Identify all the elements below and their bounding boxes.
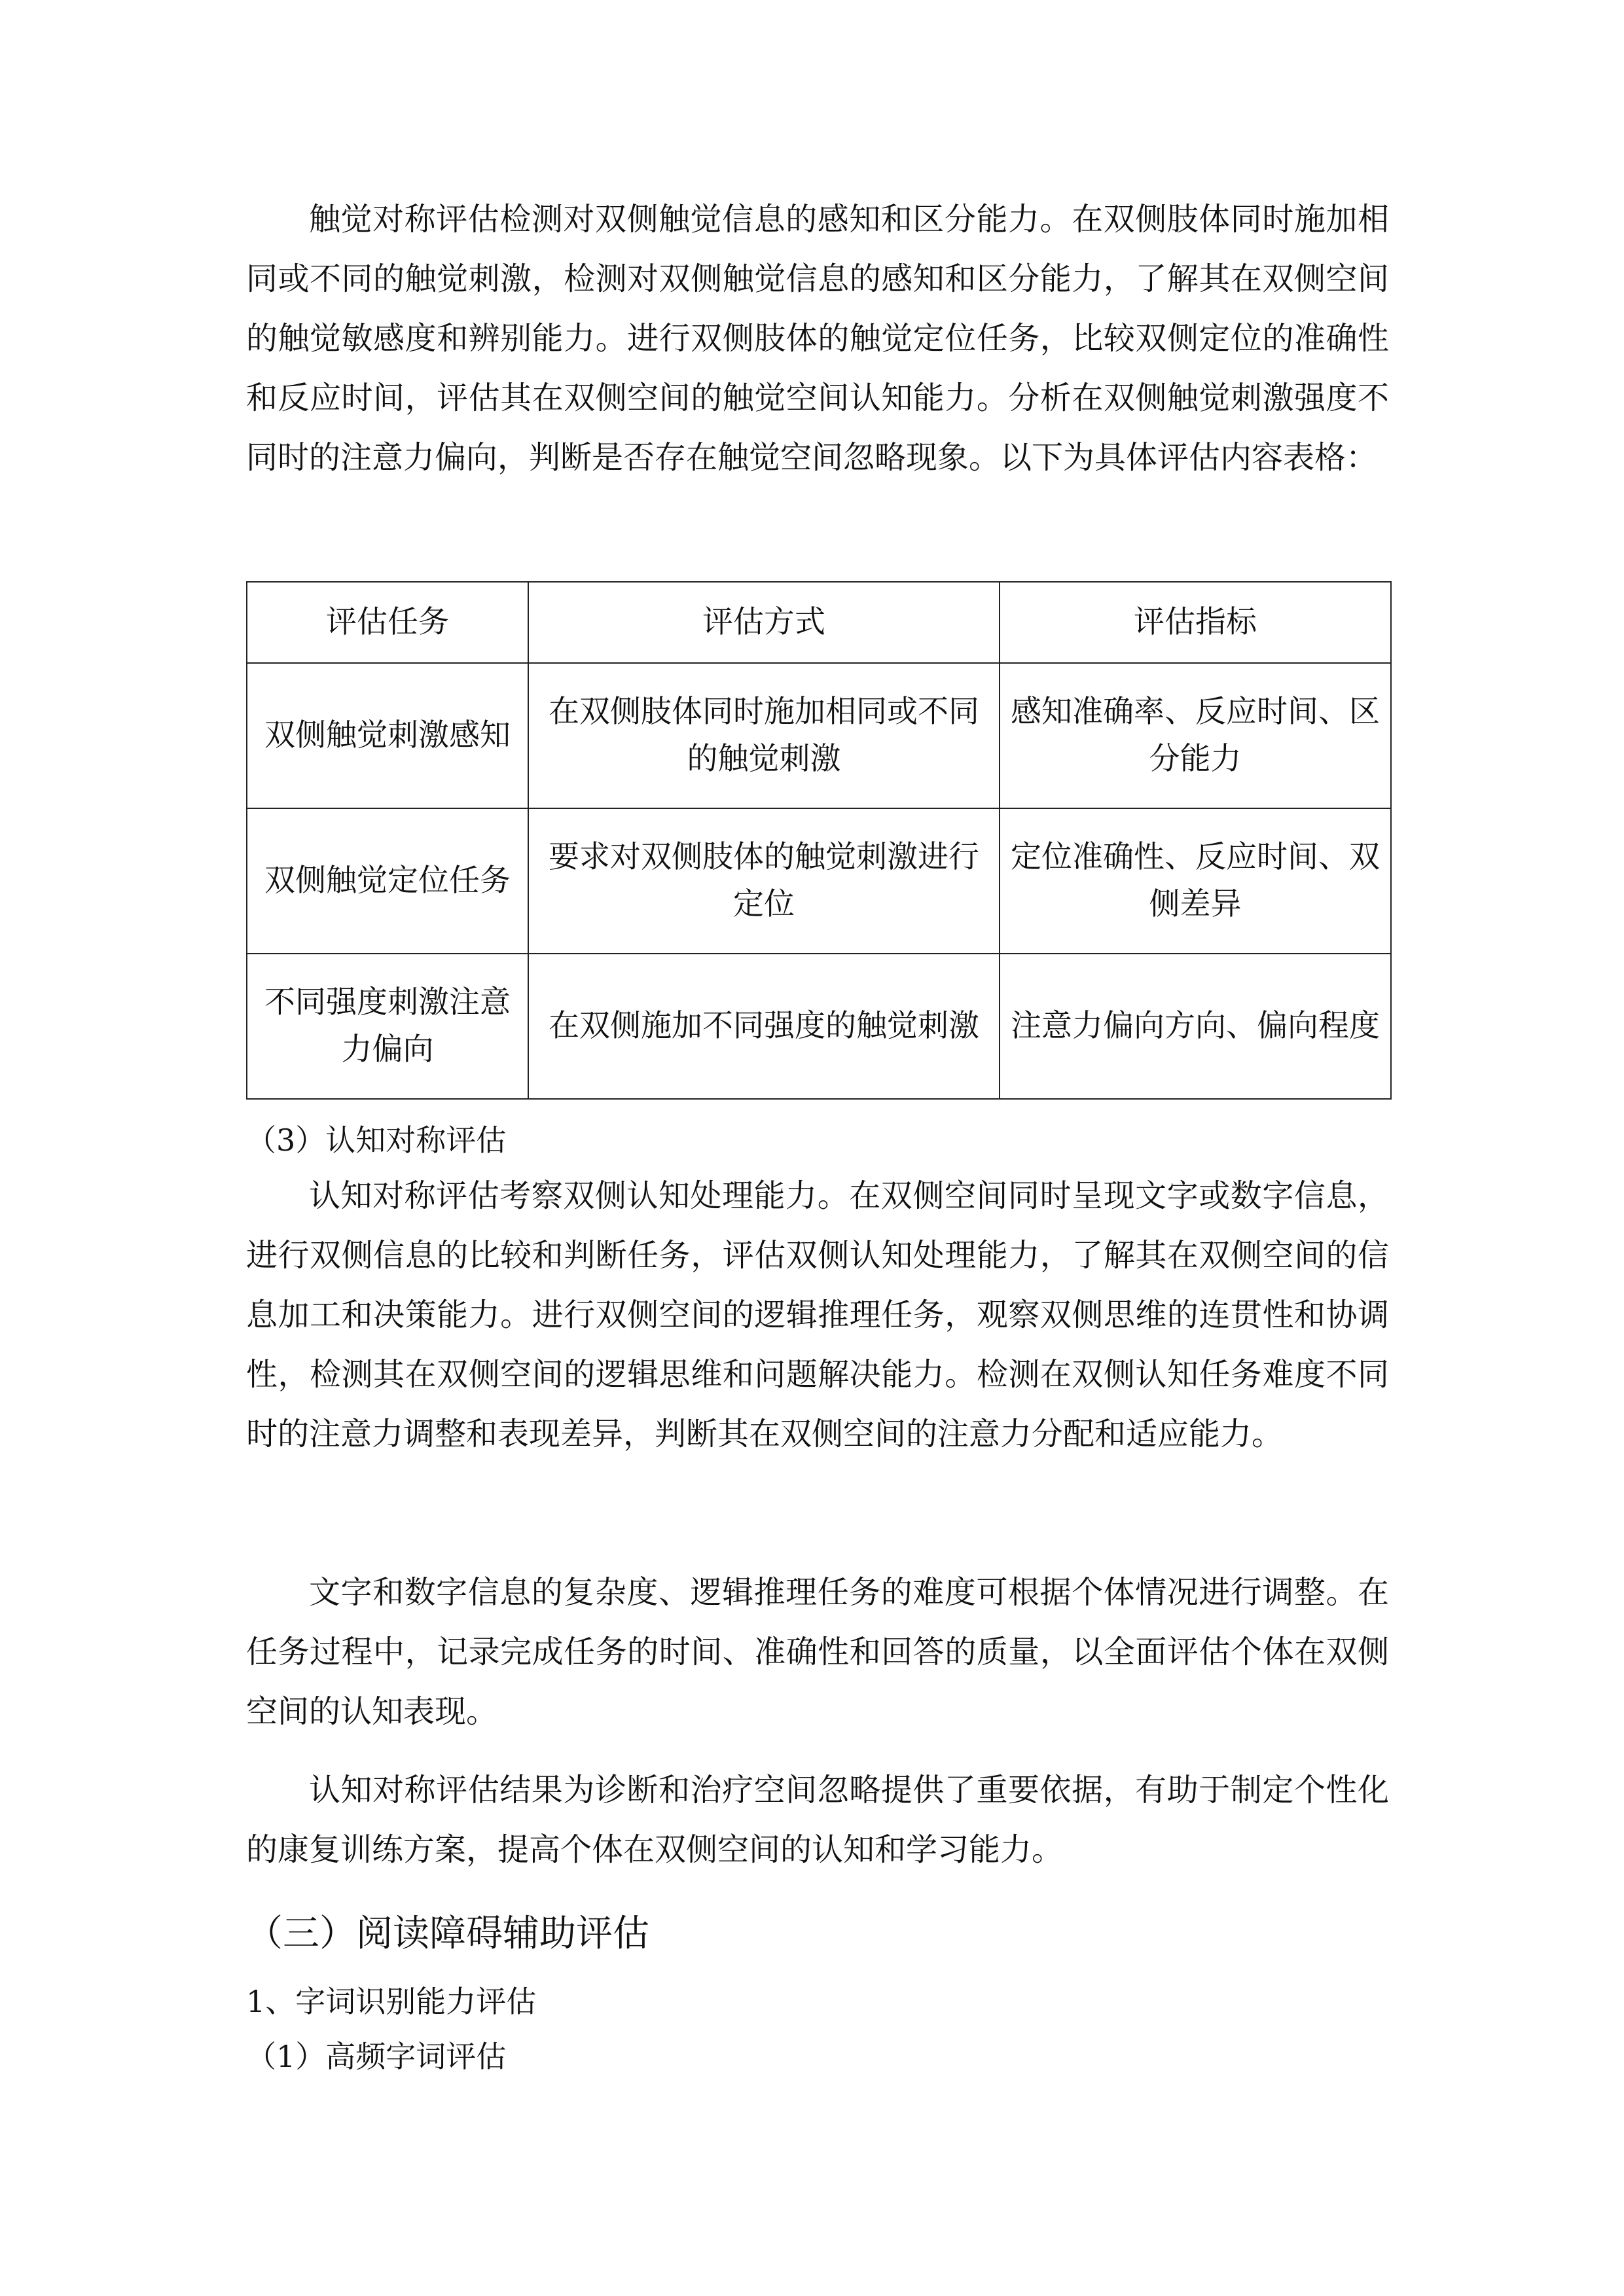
table-cell: 双侧触觉刺激感知 — [247, 663, 528, 808]
table-cell: 不同强度刺激注意力偏向 — [247, 954, 528, 1099]
paragraph-cognitive-symmetry: 认知对称评估考察双侧认知处理能力。在双侧空间同时呈现文字或数字信息，进行双侧信息的比较和判断任务，评估双侧认知处理能力，了解其在双侧空间的信息加工和决策能力。进行双侧空间的逻辑推理任务，观察双侧思维的连贯性和协调性，检测其在双侧空间的逻辑思维和问题解决能力。检测在双侧认知任务难度不同时的注意力调整和表现差异，判断其在双侧空间的注意力分配和适应能力。 — [246, 1177, 1389, 1452]
paragraph-tactile-symmetry: 触觉对称评估检测对双侧触觉信息的感知和区分能力。在双侧肢体同时施加相同或不同的触觉刺激，检测对双侧触觉信息的感知和区分能力，了解其在双侧空间的触觉敏感度和辨别能力。进行双侧肢体的触觉定位任务，比较双侧定位的准确性和反应时间，评估其在双侧空间的触觉空间认知能力。分析在双侧触觉刺激强度不同时的注意力偏向，判断是否存在触觉空间忽略现象。以下为具体评估内容表格： — [246, 201, 1389, 476]
table-cell: 在双侧施加不同强度的触觉刺激 — [528, 954, 1000, 1099]
table-row — [247, 808, 1391, 954]
paragraph-task-adjustment: 文字和数字信息的复杂度、逻辑推理任务的难度可根据个体情况进行调整。在任务过程中，记录完成任务的时间、准确性和回答的质量，以全面评估个体在双侧空间的认知表现。 — [246, 1574, 1389, 1730]
table-cell: 感知准确率、反应时间、区分能力 — [1000, 663, 1391, 808]
table-header-cell: 评估方式 — [528, 582, 1000, 663]
table-header-cell: 评估指标 — [1000, 582, 1391, 663]
table-row — [247, 954, 1391, 1099]
table-header-row — [247, 582, 1391, 663]
subsubsection-heading-high-frequency: （1）高频字词评估 — [246, 2039, 507, 2074]
table-cell: 双侧触觉定位任务 — [247, 808, 528, 954]
table-cell: 注意力偏向方向、偏向程度 — [1000, 954, 1391, 1099]
evaluation-table — [246, 581, 1392, 1100]
table-row — [247, 663, 1391, 808]
paragraph-assessment-result: 认知对称评估结果为诊断和治疗空间忽略提供了重要依据，有助于制定个性化的康复训练方案，提高个体在双侧空间的认知和学习能力。 — [246, 1772, 1389, 1868]
table-header-cell: 评估任务 — [247, 582, 528, 663]
table-cell: 要求对双侧肢体的触觉刺激进行定位 — [528, 808, 1000, 954]
section-heading-cognitive-symmetry: （3）认知对称评估 — [246, 1122, 507, 1158]
section-heading-reading-disorder: （三）阅读障碍辅助评估 — [246, 1912, 649, 1955]
subsection-heading-word-recognition: 1、字词识别能力评估 — [246, 1984, 537, 2019]
table-cell: 定位准确性、反应时间、双侧差异 — [1000, 808, 1391, 954]
table-cell: 在双侧肢体同时施加相同或不同的触觉刺激 — [528, 663, 1000, 808]
